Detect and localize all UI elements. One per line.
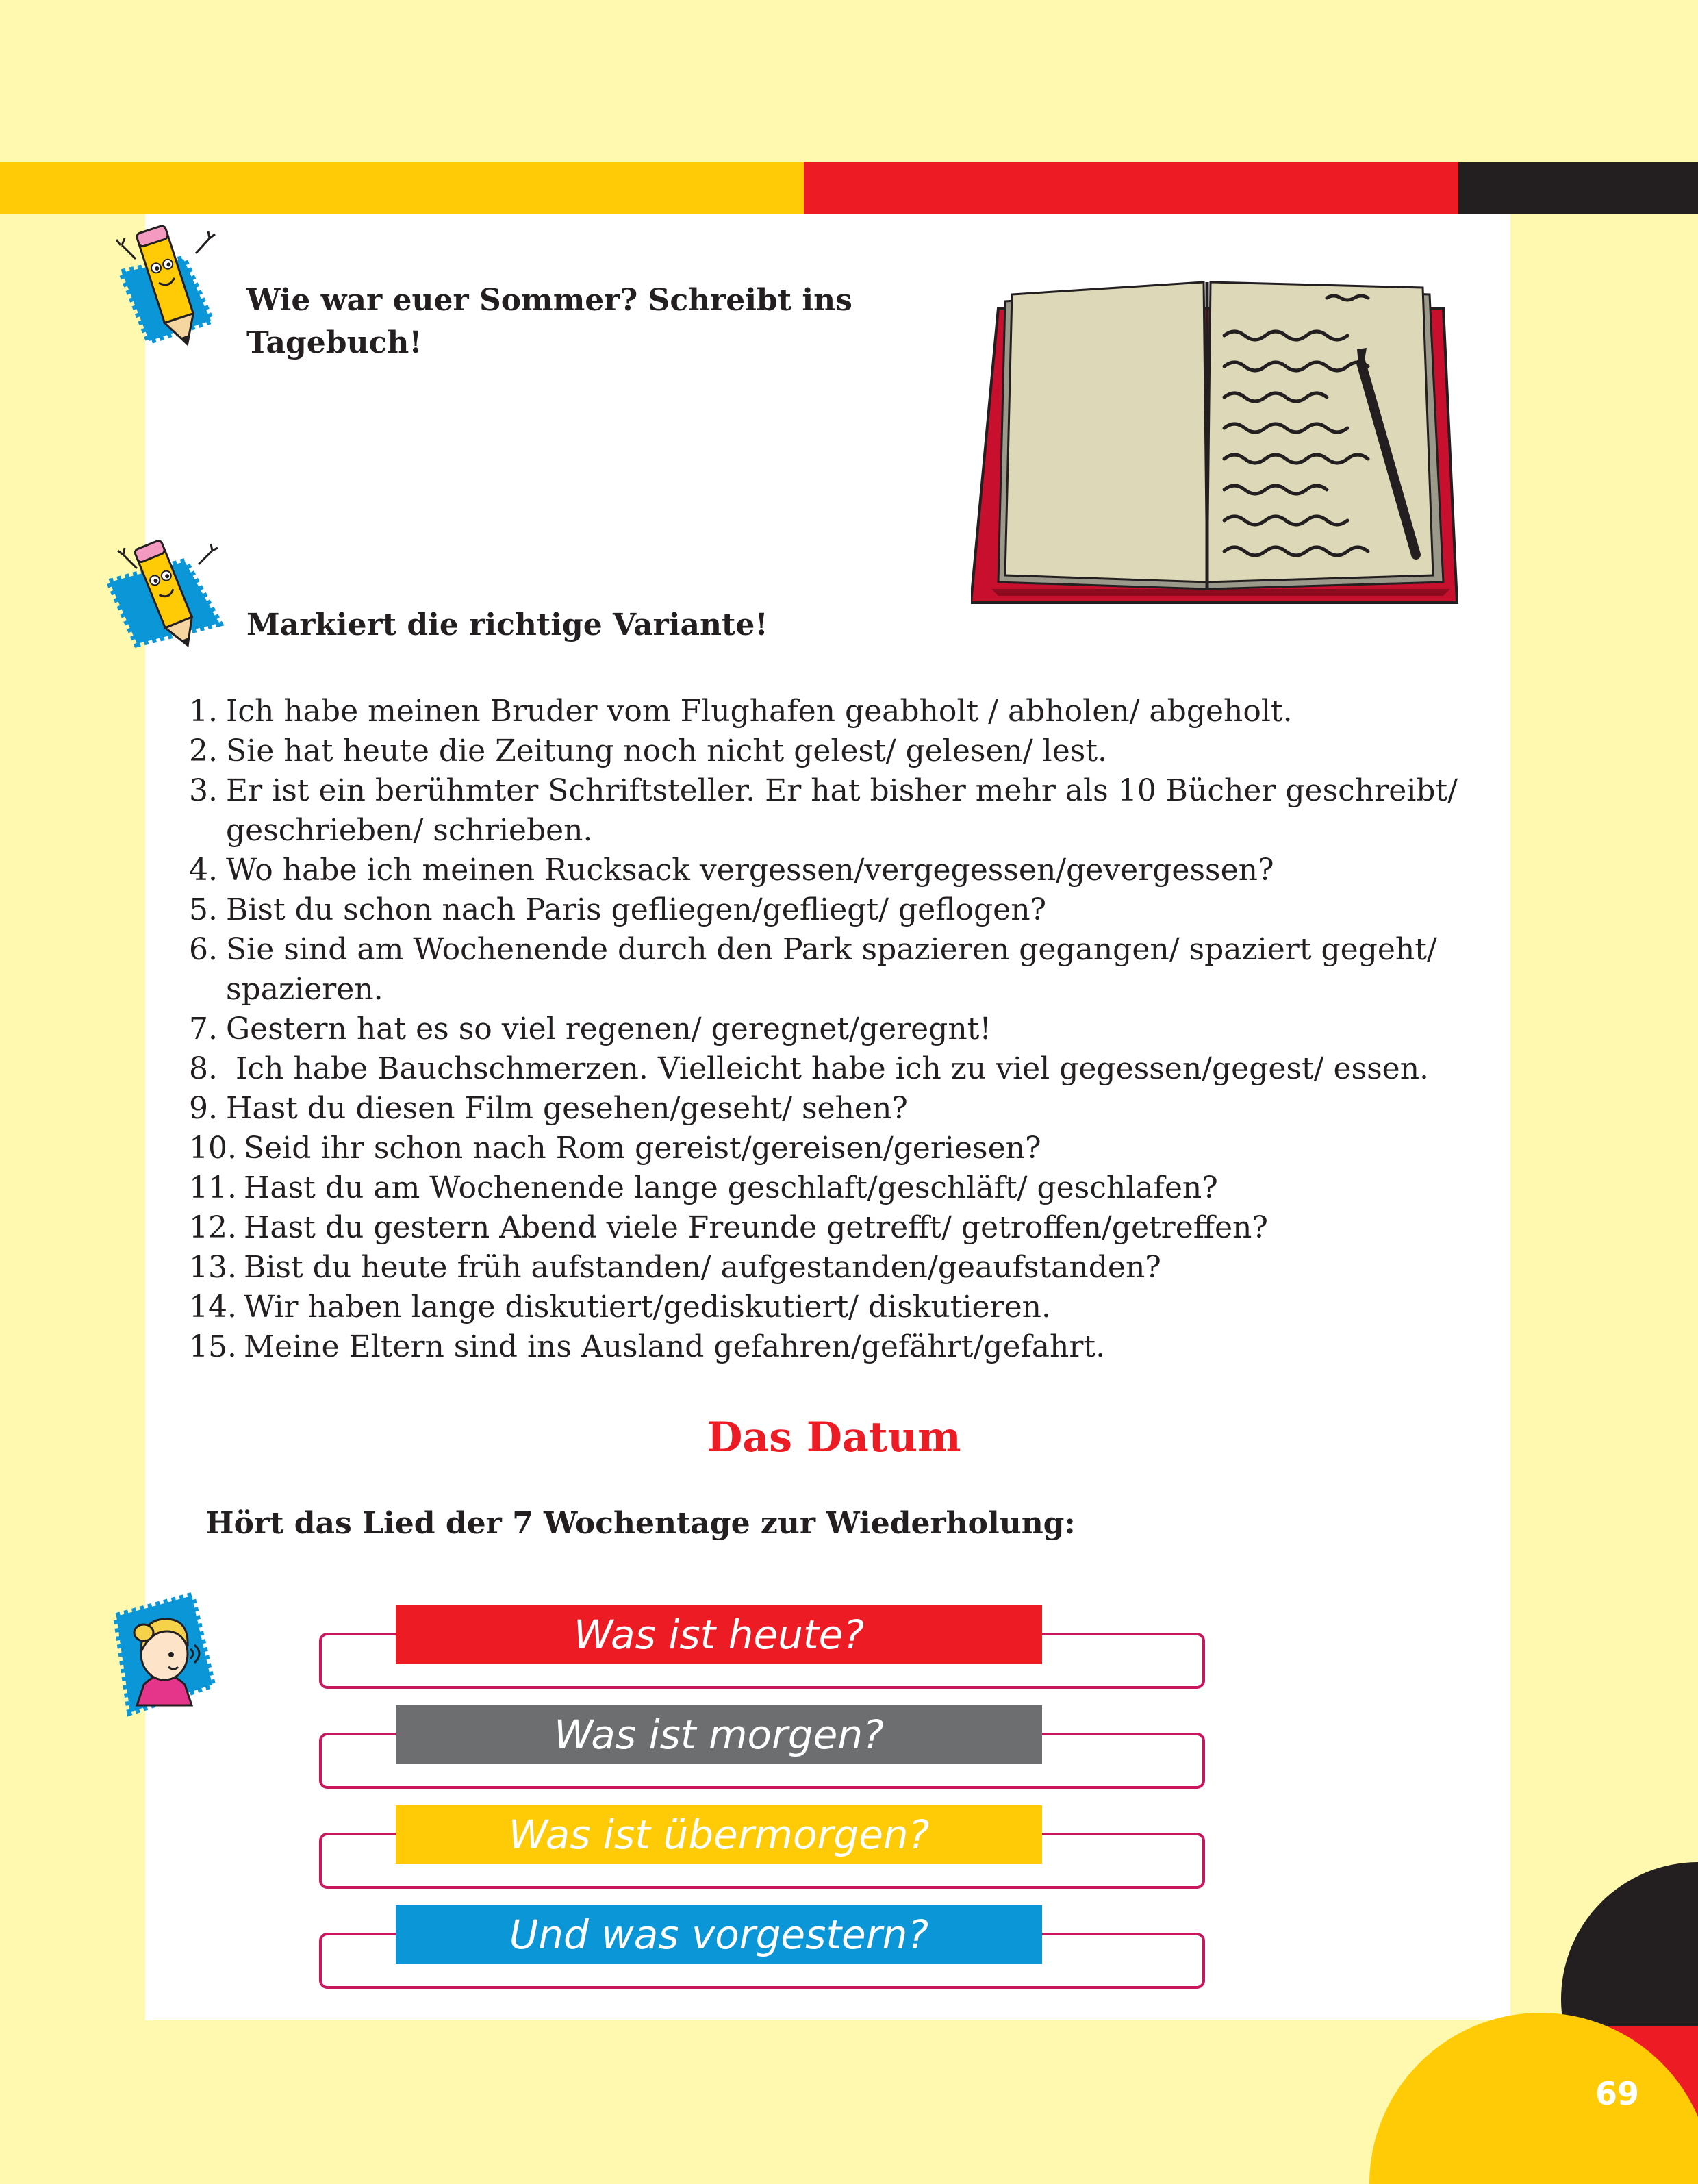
exercise-item bbox=[189, 851, 1462, 890]
exercise-text-continued: spazieren. bbox=[226, 972, 383, 1007]
exercise-item bbox=[189, 1208, 1462, 1248]
exercise-number: 9. bbox=[189, 1091, 218, 1126]
exercise-number: 3. bbox=[189, 773, 218, 808]
exercise-item bbox=[189, 1129, 1462, 1168]
exercise-item bbox=[189, 890, 1462, 930]
exercise-text: Ich habe meinen Bruder vom Flughafen geabholt / abholen/ abgeholt. bbox=[226, 694, 1293, 729]
exercise-number: 6. bbox=[189, 932, 218, 967]
exercise-number: 14. bbox=[189, 1290, 237, 1325]
exercise-item bbox=[189, 692, 1462, 731]
exercise-number: 1. bbox=[189, 694, 218, 729]
question-label: Was ist heute? bbox=[396, 1605, 1042, 1664]
question-label: Was ist morgen? bbox=[396, 1705, 1042, 1764]
exercise-list bbox=[189, 692, 1462, 1367]
top-stripe-yellow bbox=[0, 162, 804, 214]
exercise-number: 7. bbox=[189, 1012, 218, 1046]
exercise-text: Hast du diesen Film gesehen/geseht/ sehen? bbox=[226, 1091, 908, 1126]
exercise-text-continued: geschrieben/ schrieben. bbox=[226, 813, 593, 848]
top-stripe-black bbox=[1458, 162, 1698, 214]
exercise-number: 4. bbox=[189, 853, 218, 888]
page-number: 69 bbox=[1595, 2075, 1639, 2112]
exercise-number: 5. bbox=[189, 892, 218, 927]
activity2-title: Markiert die richtige Variante! bbox=[246, 607, 768, 642]
exercise-text: Seid ihr schon nach Rom gereist/gereisen/geriesen? bbox=[244, 1131, 1041, 1166]
open-diary-icon bbox=[971, 267, 1471, 610]
exercise-text: Ich habe Bauchschmerzen. Vielleicht habe ich zu viel gegessen/gegest/ essen. bbox=[226, 1051, 1430, 1086]
exercise-number: 13. bbox=[189, 1250, 237, 1285]
exercise-item bbox=[189, 731, 1462, 771]
exercise-item bbox=[189, 1327, 1462, 1367]
pencil-mascot-icon bbox=[108, 218, 225, 355]
exercise-text: Sie hat heute die Zeitung noch nicht gelest/ gelesen/ lest. bbox=[226, 733, 1108, 768]
exercise-item bbox=[189, 1168, 1462, 1208]
exercise-text: Hast du gestern Abend viele Freunde getrefft/ getroffen/getreffen? bbox=[244, 1210, 1268, 1245]
exercise-number: 10. bbox=[189, 1131, 237, 1166]
activity1-title-line1: Wie war euer Sommer? Schreibt ins bbox=[246, 283, 852, 318]
exercise-number: 8. bbox=[189, 1051, 218, 1086]
exercise-text: Hast du am Wochenende lange geschlaft/geschläft/ geschlafen? bbox=[244, 1170, 1218, 1205]
question-row-day-after-tomorrow bbox=[319, 1805, 1205, 1894]
question-row-today bbox=[319, 1605, 1205, 1694]
exercise-item bbox=[189, 1009, 1462, 1049]
activity1-title bbox=[246, 279, 852, 364]
exercise-text: Sie sind am Wochenende durch den Park spazieren gegangen/ spaziert gegeht/ bbox=[226, 932, 1437, 967]
section-title: Das Datum bbox=[707, 1414, 961, 1461]
question-label: Was ist übermorgen? bbox=[396, 1805, 1042, 1864]
question-row-tomorrow bbox=[319, 1705, 1205, 1794]
pencil-mascot-icon bbox=[103, 534, 226, 651]
exercise-text: Gestern hat es so viel regenen/ geregnet/geregnt! bbox=[226, 1012, 992, 1046]
exercise-item bbox=[189, 1288, 1462, 1327]
section-instruction: Hört das Lied der 7 Wochentage zur Wiederholung: bbox=[205, 1506, 1076, 1541]
exercise-text: Meine Eltern sind ins Ausland gefahren/gefährt/gefahrt. bbox=[244, 1329, 1106, 1364]
exercise-item bbox=[189, 930, 1462, 1009]
exercise-item bbox=[189, 1248, 1462, 1288]
exercise-item bbox=[189, 771, 1462, 851]
exercise-item bbox=[189, 1089, 1462, 1129]
exercise-item bbox=[189, 1049, 1462, 1089]
activity1-title-line2: Tagebuch! bbox=[246, 325, 422, 360]
exercise-number: 11. bbox=[189, 1170, 237, 1205]
question-label: Und was vorgestern? bbox=[396, 1905, 1042, 1964]
corner-decoration bbox=[1356, 1855, 1698, 2184]
exercise-number: 12. bbox=[189, 1210, 237, 1245]
exercise-text: Wir haben lange diskutiert/gediskutiert/ diskutieren. bbox=[244, 1290, 1051, 1325]
exercise-text: Bist du schon nach Paris gefliegen/gefliegt/ geflogen? bbox=[226, 892, 1047, 927]
exercise-text: Wo habe ich meinen Rucksack vergessen/vergegessen/gevergessen? bbox=[226, 853, 1274, 888]
exercise-number: 15. bbox=[189, 1329, 237, 1364]
exercise-text: Bist du heute früh aufstanden/ aufgestanden/geaufstanden? bbox=[244, 1250, 1161, 1285]
top-stripe-red bbox=[804, 162, 1458, 214]
question-row-day-before-yesterday bbox=[319, 1905, 1205, 1994]
exercise-number: 2. bbox=[189, 733, 218, 768]
exercise-text: Er ist ein berühmter Schriftsteller. Er hat bisher mehr als 10 Bücher geschreibt/ bbox=[226, 773, 1458, 808]
girl-listening-icon bbox=[103, 1589, 219, 1719]
